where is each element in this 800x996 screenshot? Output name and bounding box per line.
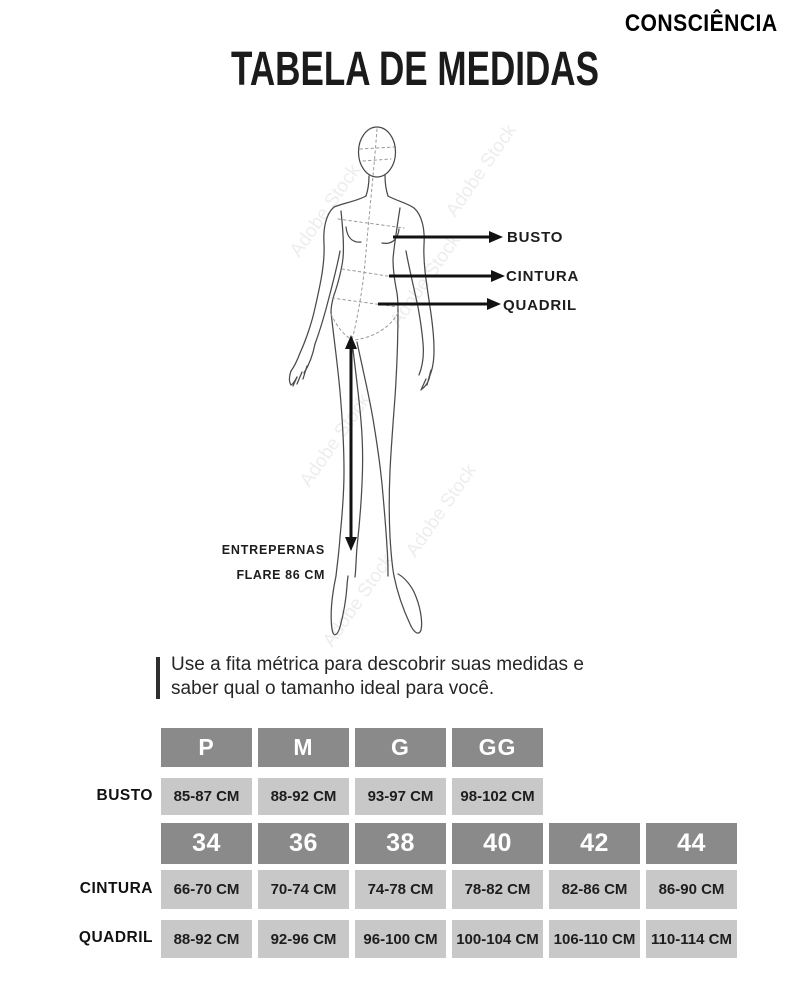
instruction-text <box>171 653 584 701</box>
waist-values-row <box>161 870 737 909</box>
size-header-g: G <box>355 728 446 767</box>
size-header-42: 42 <box>549 823 640 864</box>
waist-value-cell: 70-74 CM <box>258 870 349 909</box>
instruction-line-1: Use a fita métrica para descobrir suas medidas e <box>171 654 584 675</box>
inseam-label: ENTREPERNAS <box>221 543 325 557</box>
hip-values-row <box>161 920 737 958</box>
stock-watermark: Adobe Stock <box>285 160 365 261</box>
hip-value-cell: 100-104 CM <box>452 920 543 958</box>
bust-arrow-label: BUSTO <box>507 229 564 246</box>
croquis-outline <box>290 127 435 635</box>
hip-value-cell: 96-100 CM <box>355 920 446 958</box>
bust-values-row <box>161 778 543 815</box>
size-header-36: 36 <box>258 823 349 864</box>
size-header-m: M <box>258 728 349 767</box>
waist-value-cell: 74-78 CM <box>355 870 446 909</box>
size-header-gg: GG <box>452 728 543 767</box>
size-header-34: 34 <box>161 823 252 864</box>
hip-arrow-label: QUADRIL <box>503 297 577 314</box>
hip-value-cell: 92-96 CM <box>258 920 349 958</box>
size-header-40: 40 <box>452 823 543 864</box>
waist-value-cell: 86-90 CM <box>646 870 737 909</box>
stock-watermark: Adobe Stock <box>401 460 481 561</box>
fashion-croquis-figure <box>260 115 510 645</box>
size-header-44: 44 <box>646 823 737 864</box>
bust-value-cell: 85-87 CM <box>161 778 252 815</box>
hip-row-label: QUADRIL <box>78 929 153 946</box>
size-header-p: P <box>161 728 252 767</box>
waist-value-cell: 66-70 CM <box>161 870 252 909</box>
inseam-value: FLARE 86 CM <box>236 568 325 582</box>
bust-row-label: BUSTO <box>96 787 153 804</box>
waist-row-label: CINTURA <box>79 880 153 897</box>
hip-value-cell: 110-114 CM <box>646 920 737 958</box>
bust-value-cell: 98-102 CM <box>452 778 543 815</box>
stock-watermark: Adobe Stock <box>318 550 398 651</box>
size-header-38: 38 <box>355 823 446 864</box>
stock-watermark: Adobe Stock <box>295 390 375 491</box>
hip-value-cell: 106-110 CM <box>549 920 640 958</box>
measurement-arrows <box>345 231 505 551</box>
instruction-line-2: saber qual o tamanho ideal para você. <box>171 678 495 699</box>
croquis-guide-lines <box>331 129 404 340</box>
letter-sizes-header-row <box>161 728 543 767</box>
waist-value-cell: 82-86 CM <box>549 870 640 909</box>
size-table <box>161 728 741 960</box>
bust-value-cell: 88-92 CM <box>258 778 349 815</box>
waist-value-cell: 78-82 CM <box>452 870 543 909</box>
stock-watermark: Adobe Stock <box>441 120 521 221</box>
bust-value-cell: 93-97 CM <box>355 778 446 815</box>
hip-value-cell: 88-92 CM <box>161 920 252 958</box>
page-title: TABELA DE MEDIDAS <box>231 43 599 96</box>
number-sizes-header-row <box>161 823 737 864</box>
waist-arrow-label: CINTURA <box>506 268 580 285</box>
brand-logo: CONSCIÊNCIA <box>625 10 778 37</box>
instruction-accent-bar <box>156 657 160 699</box>
stock-watermark: Adobe Stock <box>385 230 465 331</box>
